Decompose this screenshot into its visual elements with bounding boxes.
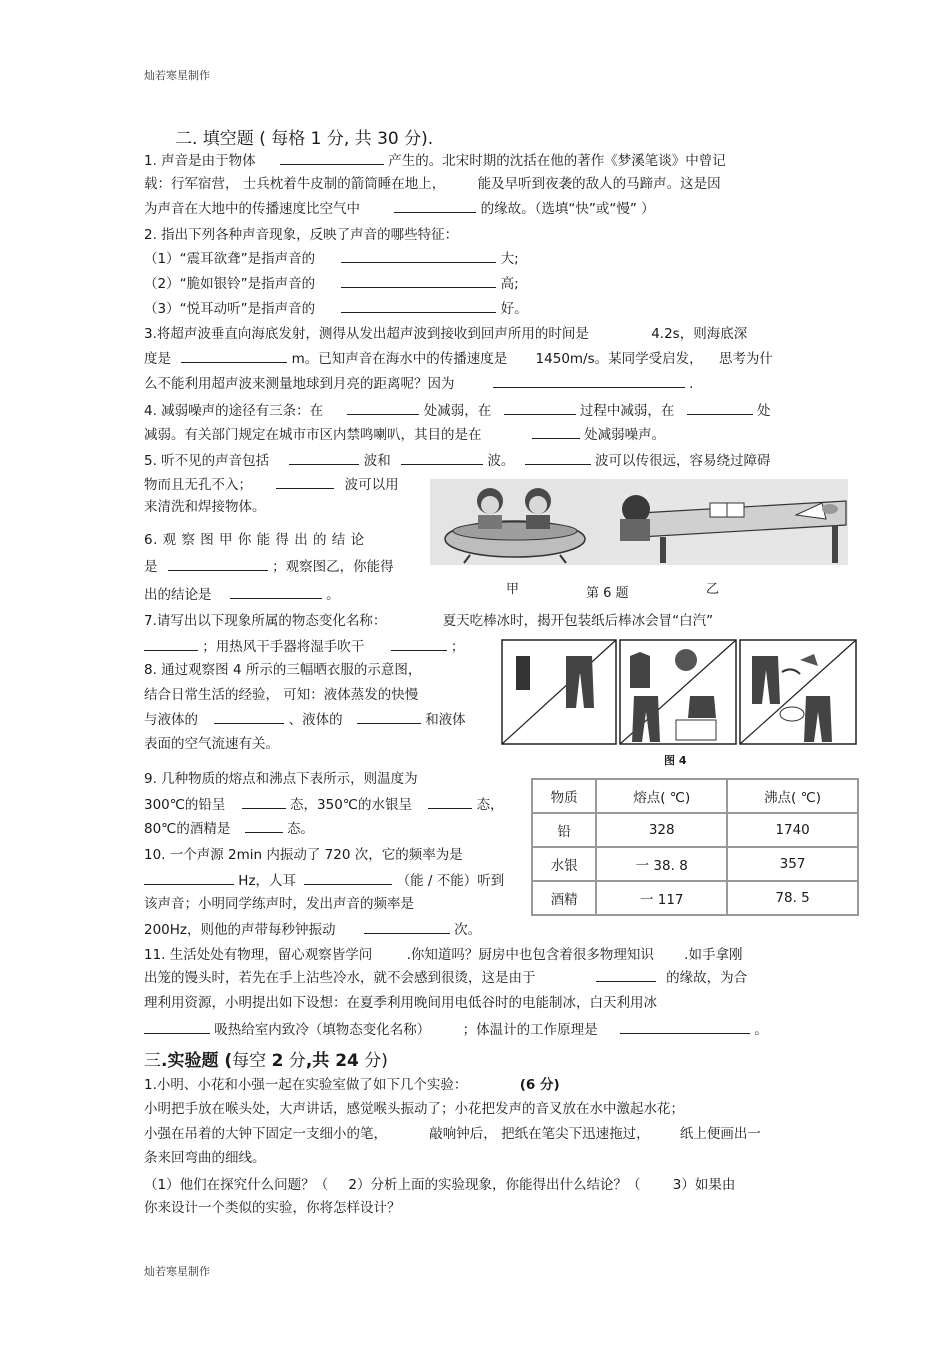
answer-blank[interactable] — [364, 919, 450, 934]
section-title-experiment: 三.实验题 (每空 2 分,共 24 分) — [144, 1051, 388, 1071]
answer-blank[interactable] — [620, 1019, 750, 1034]
q8-line1: 8. 通过观察图 4 所示的三幅晒衣服的示意图， — [144, 662, 422, 678]
desk-listening-figure — [600, 479, 848, 565]
q11-line2: 出笼的馒头时，若先在手上沾些冷水，就不会感到很烫，这是由于 的缘故，为合 — [144, 967, 747, 988]
table-row — [532, 847, 858, 881]
page-footer: 灿若寒星制作 — [144, 1265, 210, 1278]
q11-line3: 理利用资源，小明提出如下设想：在夏季利用晚间用电低谷时的电能制冰，白天利用冰 — [144, 995, 657, 1011]
table-cell: 水银 — [532, 847, 596, 881]
answer-blank[interactable] — [687, 400, 753, 415]
q9-line1: 9. 几种物质的熔点和沸点下表所示，则温度为 — [144, 771, 418, 787]
q4-line1: 4. 减弱噪声的途径有三条：在 处减弱，在 过程中减弱，在 处 — [144, 400, 770, 421]
q3-line3: 么不能利用超声波来测量地球到月亮的距离呢？因为 . — [144, 373, 693, 394]
answer-blank[interactable] — [357, 709, 421, 724]
table-row — [532, 881, 858, 915]
answer-blank[interactable] — [532, 424, 580, 439]
table-cell: 一 38. 8 — [596, 847, 727, 881]
q3-line1: 3.将超声波垂直向海底发射，测得从发出超声波到接收到回声所用的时间是 4.2s，则海底深 — [144, 326, 748, 342]
q2-item3: （3）“悦耳动听”是指声音的 好。 — [144, 298, 528, 319]
q2-item2: （2）“脆如银铃”是指声音的 高; — [144, 273, 519, 294]
answer-blank[interactable] — [144, 636, 198, 651]
q6-line1: 6. 观 察 图 甲 你 能 得 出 的 结 论 — [144, 532, 365, 548]
table-cell: 328 — [596, 813, 727, 847]
table-cell: 酒精 — [532, 881, 596, 915]
section-title-fill-in: 二. 填空题 ( 每格 1 分, 共 30 分). — [175, 129, 434, 149]
drying-clothes-diagram — [500, 638, 858, 748]
answer-blank[interactable] — [596, 967, 656, 982]
q1-line1: 1. 声音是由于物体 产生的。北宋时期的沈括在他的著作《梦溪笔谈》中曾记 — [144, 150, 726, 171]
table-header-row — [532, 779, 858, 813]
answer-blank[interactable] — [276, 474, 334, 489]
answer-blank[interactable] — [280, 150, 384, 165]
q9-line2: 300℃的铅呈 态，350℃的水银呈 态， — [144, 794, 504, 815]
figure-label-jia: 甲 — [506, 582, 520, 597]
figure-4-drying-clothes — [500, 638, 858, 748]
melting-boiling-table — [531, 778, 859, 916]
figure-jia-image — [430, 479, 600, 565]
figure-caption-q6: 第 6 题 — [586, 586, 629, 601]
e1-line2: 小明把手放在喉头处，大声讲话，感觉喉头振动了；小花把发声的音叉放在水中激起水花； — [144, 1101, 684, 1117]
answer-blank[interactable] — [428, 794, 472, 809]
figure-4-caption: 图 4 — [664, 754, 687, 767]
q9-line3: 80℃的酒精是 态。 — [144, 818, 314, 839]
answer-blank[interactable] — [144, 870, 234, 885]
table-header-cell: 物质 — [532, 779, 596, 813]
q10-line3: 该声音；小明同学练声时，发出声音的频率是 — [144, 896, 414, 912]
answer-blank[interactable] — [341, 298, 496, 313]
q7-line2: ；用热风干手器将湿手吹干 ； — [144, 636, 464, 657]
answer-blank[interactable] — [347, 400, 419, 415]
q3-line2: 度是 m。已知声音在海水中的传播速度是 1450m/s。某同学受启发， 思考为什 — [144, 348, 773, 369]
q10-line1: 10. 一个声源 2min 内振动了 720 次，它的频率为是 — [144, 847, 463, 863]
q5-line2: 物而且无孔不入； 波可以用 — [144, 474, 399, 495]
table-header-cell: 沸点( ℃) — [727, 779, 858, 813]
q5-line1: 5. 听不见的声音包括 波和 波。 波可以传很远，容易绕过障碍 — [144, 450, 770, 471]
answer-blank[interactable] — [525, 450, 591, 465]
q6-line2: 是 ；观察图乙，你能得 — [144, 556, 394, 577]
q10-line4: 200Hz，则他的声带每秒钟振动 次。 — [144, 919, 481, 940]
answer-blank[interactable] — [401, 450, 483, 465]
kids-listening-figure — [430, 479, 600, 565]
q1-line2: 载：行军宿营， 士兵枕着牛皮制的箭筒睡在地上， 能及早听到夜袭的敌人的马蹄声。这是因 — [144, 176, 721, 192]
table-cell: 357 — [727, 847, 858, 881]
page-header: 灿若寒星制作 — [144, 69, 210, 82]
e1-line6: 你来设计一个类似的实验，你将怎样设计？ — [144, 1200, 401, 1216]
answer-blank[interactable] — [304, 870, 392, 885]
table-cell: 78. 5 — [727, 881, 858, 915]
q2-item1: （1）“震耳欲聋”是指声音的 大; — [144, 248, 519, 269]
answer-blank[interactable] — [289, 450, 359, 465]
q2-intro: 2. 指出下列各种声音现象，反映了声音的哪些特征： — [144, 227, 459, 243]
answer-blank[interactable] — [341, 248, 496, 263]
table-header-cell: 熔点( ℃) — [596, 779, 727, 813]
e1-line1: 1.小明、小花和小强一起在实验室做了如下几个实验： (6 分) — [144, 1077, 560, 1093]
answer-blank[interactable] — [144, 1019, 210, 1034]
table-cell: 铅 — [532, 813, 596, 847]
figure-yi-image — [600, 479, 848, 565]
table-cell: 1740 — [727, 813, 858, 847]
q11-line4: 吸热给室内致冷（填物态变化名称） ；体温计的工作原理是 。 — [144, 1019, 768, 1040]
e1-line5: （1）他们在探究什么问题？（ 2）分析上面的实验现象，你能得出什么结论？（ 3）如果由 — [144, 1177, 736, 1193]
answer-blank[interactable] — [230, 584, 322, 599]
answer-blank[interactable] — [242, 794, 286, 809]
table-row — [532, 813, 858, 847]
answer-blank[interactable] — [168, 556, 268, 571]
answer-blank[interactable] — [394, 198, 476, 213]
q11-line1: 11. 生活处处有物理，留心观察皆学问 .你知道吗？厨房中也包含着很多物理知识 .如手拿刚 — [144, 947, 743, 963]
q6-line3: 出的结论是 。 — [144, 584, 340, 605]
figure-label-yi: 乙 — [706, 582, 720, 597]
q10-line2: Hz，人耳 （能 / 不能）听到 — [144, 870, 504, 891]
q1-line3: 为声音在大地中的传播速度比空气中 的缘故。（选填“快”或“慢” ） — [144, 198, 655, 219]
answer-blank[interactable] — [391, 636, 447, 651]
answer-blank[interactable] — [214, 709, 284, 724]
q8-line3: 与液体的 、液体的 和液体 — [144, 709, 466, 730]
q8-line2: 结合日常生活的经验， 可知：液体蒸发的快慢 — [144, 687, 419, 703]
q5-line3: 来清洗和焊接物体。 — [144, 499, 266, 515]
q8-line4: 表面的空气流速有关。 — [144, 736, 279, 752]
answer-blank[interactable] — [493, 373, 685, 388]
q7-line1: 7.请写出以下现象所属的物态变化名称： 夏天吃棒冰时，揭开包装纸后棒冰会冒“白汽” — [144, 613, 714, 629]
answer-blank[interactable] — [181, 348, 287, 363]
answer-blank[interactable] — [504, 400, 576, 415]
e1-line4: 条来回弯曲的细线。 — [144, 1150, 266, 1166]
e1-line3: 小强在吊着的大钟下固定一支细小的笔， 敲响钟后， 把纸在笔尖下迅速拖过， 纸上便画出一 — [144, 1126, 761, 1142]
q4-line2: 减弱。有关部门规定在城市市区内禁鸣喇叭，其目的是在 处减弱噪声。 — [144, 424, 665, 445]
answer-blank[interactable] — [245, 818, 283, 833]
table-cell: 一 117 — [596, 881, 727, 915]
answer-blank[interactable] — [341, 273, 496, 288]
